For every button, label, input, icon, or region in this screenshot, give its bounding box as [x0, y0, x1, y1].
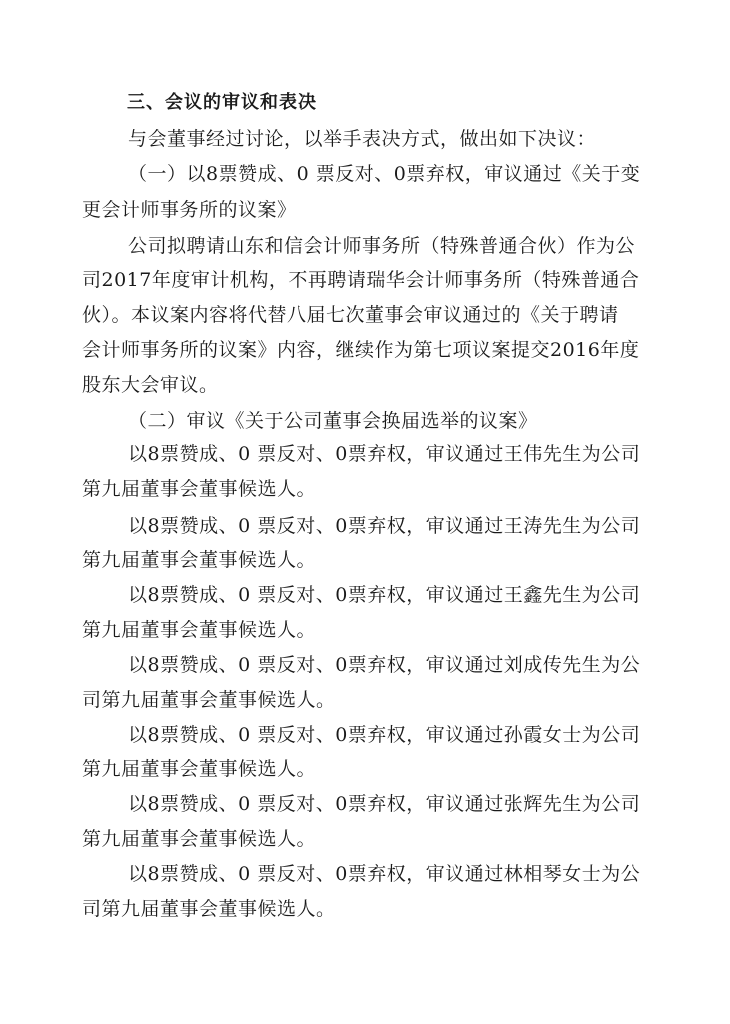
- vote-5-line2: 第九届董事会董事候选人。: [82, 758, 317, 780]
- vote-2-line2: 第九届董事会董事候选人。: [82, 549, 317, 571]
- item1-body-line1: 公司拟聘请山东和信会计师事务所（特殊普通合伙）作为公: [128, 235, 636, 257]
- vote-2-line1: 以8票赞成、0 票反对、0票弃权，审议通过王涛先生为公司: [128, 515, 641, 537]
- vote-5-line1: 以8票赞成、0 票反对、0票弃权，审议通过孙霞女士为公司: [128, 724, 641, 746]
- item1-title-line2: 更会计师事务所的议案》: [82, 199, 297, 221]
- vote-6-line1: 以8票赞成、0 票反对、0票弃权，审议通过张辉先生为公司: [128, 793, 641, 815]
- section-heading: 三、会议的审议和表决: [127, 92, 317, 113]
- vote-3-line2: 第九届董事会董事候选人。: [82, 619, 317, 641]
- item1-body-line4: 会计师事务所的议案》内容，继续作为第七项议案提交2016年度: [82, 339, 640, 361]
- vote-7-line2: 司第九届董事会董事候选人。: [82, 898, 336, 920]
- item1-title-line1: （一）以8票赞成、0 票反对、0票弃权，审议通过《关于变: [128, 163, 641, 185]
- vote-7-line1: 以8票赞成、0 票反对、0票弃权，审议通过林相琴女士为公: [128, 863, 641, 885]
- intro-paragraph: 与会董事经过讨论，以举手表决方式，做出如下决议：: [128, 128, 597, 150]
- item1-body-line3: 伙）。本议案内容将代替八届七次董事会审议通过的《关于聘请: [82, 304, 619, 326]
- vote-4-line1: 以8票赞成、0 票反对、0票弃权，审议通过刘成传先生为公: [128, 654, 641, 676]
- vote-6-line2: 第九届董事会董事候选人。: [82, 828, 317, 850]
- vote-4-line2: 司第九届董事会董事候选人。: [82, 689, 336, 711]
- vote-3-line1: 以8票赞成、0 票反对、0票弃权，审议通过王鑫先生为公司: [128, 584, 641, 606]
- item2-title: （二）审议《关于公司董事会换届选举的议案》: [128, 410, 538, 432]
- vote-1-line1: 以8票赞成、0 票反对、0票弃权，审议通过王伟先生为公司: [128, 443, 641, 465]
- item1-body-line5: 股东大会审议。: [82, 374, 219, 396]
- item1-body-line2: 司2017年度审计机构，不再聘请瑞华会计师事务所（特殊普通合: [82, 269, 640, 291]
- vote-1-line2: 第九届董事会董事候选人。: [82, 478, 317, 500]
